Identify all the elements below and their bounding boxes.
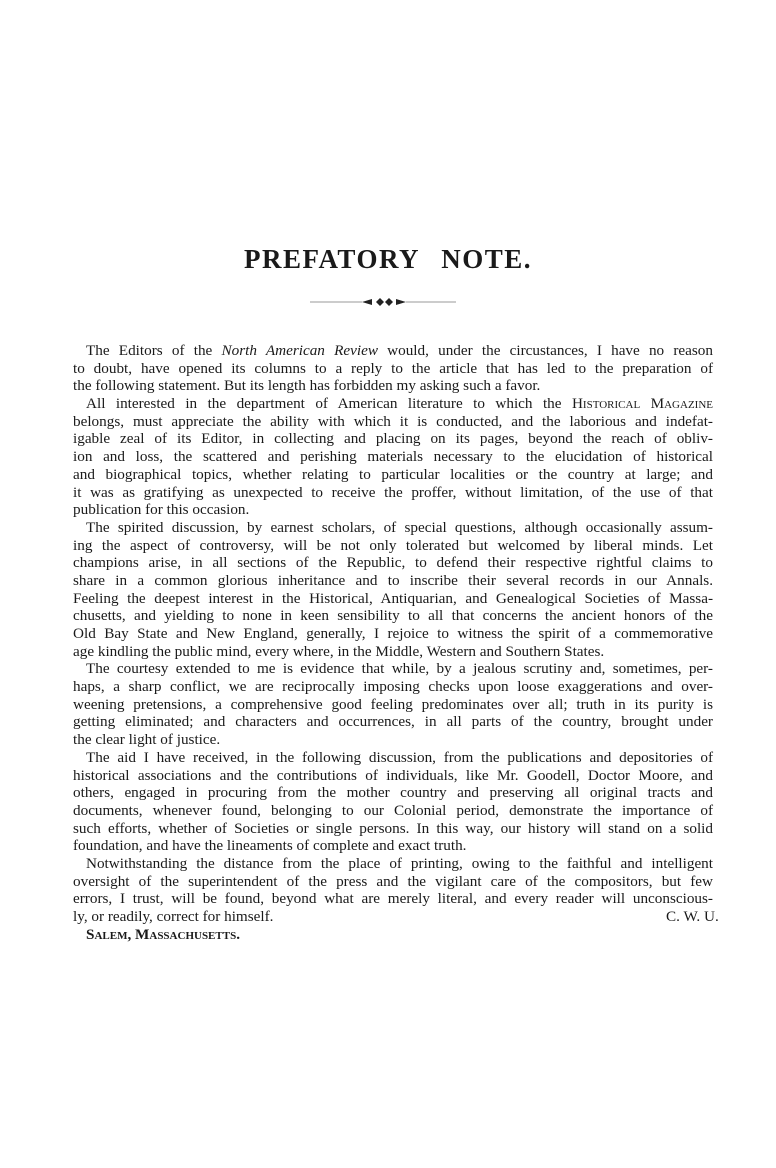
text-segment: The aid I have received, in the following discussion, from the publications and depositories of xyxy=(86,748,713,766)
text-segment: to doubt, have opened its columns to a reply to the article that has led to the preparation of xyxy=(73,359,713,377)
text-line xyxy=(73,607,713,625)
text-line xyxy=(73,377,713,395)
text-segment: would, under the circustances, I have no reason xyxy=(377,342,713,359)
text-line xyxy=(73,572,713,590)
text-segment: chusetts, and yielding to none in keen sensibility to all that concerns the ancient honors of the xyxy=(73,607,713,625)
text-line xyxy=(73,501,713,519)
ornament-divider-icon xyxy=(310,296,456,308)
text-line xyxy=(73,643,713,661)
italic-title: North American Review xyxy=(221,342,378,359)
text-segment: ly, or readily, correct for himself. xyxy=(73,908,274,925)
text-segment: it was as gratifying as unexpected to receive the proffer, without limitation, of the use of that xyxy=(73,483,713,501)
text-segment: Feeling the deepest interest in the Historical, Antiquarian, and Genealogical Societies of Massa- xyxy=(73,589,713,607)
text-segment: Notwithstanding the distance from the place of printing, owing to the faithful and intelligent xyxy=(86,854,713,872)
text-segment: such efforts, whether of Societies or single persons. In this way, our history will stand on a solid xyxy=(73,819,713,837)
text-line xyxy=(73,660,713,678)
text-line xyxy=(73,413,713,431)
text-line xyxy=(73,820,713,838)
text-line xyxy=(73,837,713,855)
text-segment: belongs, must appreciate the ability with which it is conducted, and the laborious and indefat- xyxy=(73,412,713,430)
text-segment: Old Bay State and New England, generally, I rejoice to witness the spirit of a commemorative xyxy=(73,625,713,642)
signature-initials: C. W. U. xyxy=(666,908,719,925)
text-line xyxy=(73,908,719,926)
text-line xyxy=(73,554,713,572)
text-line xyxy=(73,537,713,555)
prefatory-note-body xyxy=(73,342,719,943)
text-segment: weening pretensions, a comprehensive good feeling predominates over all; truth in its purity is xyxy=(73,695,713,713)
text-segment: historical associations and the contributions of individuals, like Mr. Goodell, Doctor Moore, and xyxy=(73,766,713,784)
text-segment: the clear light of justice. xyxy=(73,731,221,749)
text-segment: getting eliminated; and characters and occurrences, in all parts of the country, brought under xyxy=(73,713,713,731)
text-line xyxy=(73,855,713,873)
text-segment: documents, whenever found, belonging to our Colonial period, demonstrate the importance of xyxy=(73,801,713,819)
text-line xyxy=(73,802,713,820)
text-segment: The spirited discussion, by earnest scholars, of special questions, although occasionally assum- xyxy=(86,518,713,536)
text-line xyxy=(73,519,713,537)
text-line xyxy=(73,873,713,891)
text-line xyxy=(73,678,713,696)
text-segment: oversight of the superintendent of the press and the vigilant care of the compositors, but few xyxy=(73,872,713,890)
text-segment: The Editors of the xyxy=(86,342,222,359)
small-caps-text: Historical Magazine xyxy=(571,395,713,413)
text-segment: errors, I trust, will be found, beyond what are merely literal, and every reader will unconscious- xyxy=(73,890,713,908)
text-line xyxy=(73,360,713,378)
text-segment: and biographical topics, whether relating to particular localities or the country at large; and xyxy=(73,465,713,483)
text-line xyxy=(73,430,713,448)
text-segment: ion and loss, the scattered and perishing materials necessary to the elucidation of historical xyxy=(73,448,713,466)
text-segment: the following statement. But its length has forbidden my asking such a favor. xyxy=(73,377,541,395)
text-line xyxy=(73,713,713,731)
text-line xyxy=(73,625,713,643)
text-line xyxy=(73,890,713,908)
text-line xyxy=(73,696,713,714)
text-line xyxy=(73,784,713,802)
text-segment: others, engaged in procuring from the mother country and preserving all original tracts and xyxy=(73,784,713,802)
text-segment: All interested in the department of American literature to which the xyxy=(86,395,572,413)
text-segment: age kindling the public mind, every where, in the Middle, Western and Southern States. xyxy=(73,642,605,660)
text-line xyxy=(73,466,713,484)
text-line xyxy=(73,590,713,608)
text-segment: share in a common glorious inheritance and to inscribe their several records in our Annals. xyxy=(73,571,713,589)
text-line xyxy=(73,484,713,502)
text-segment: The courtesy extended to me is evidence that while, by a jealous scrutiny and, sometimes, per- xyxy=(86,660,713,678)
text-line xyxy=(73,767,713,785)
text-line xyxy=(73,749,713,767)
text-segment: ing the aspect of controversy, will be not only tolerated but welcomed by liberal minds. Let xyxy=(73,536,713,554)
text-segment: foundation, and have the lineaments of complete and exact truth. xyxy=(73,837,467,855)
text-line xyxy=(73,448,713,466)
text-segment: publication for this occasion. xyxy=(73,501,250,519)
text-line xyxy=(73,731,713,749)
text-segment: haps, a sharp conflict, we are reciprocally imposing checks upon loose exaggerations and over- xyxy=(73,678,713,696)
text-segment: igable zeal of its Editor, in collecting and placing on its pages, beyond the reach of obliv- xyxy=(73,430,713,448)
text-segment: champions arise, in all sections of the Republic, to defend their respective rightful claims to xyxy=(73,554,713,572)
text-line xyxy=(73,342,713,360)
place-line: Salem, Massachusetts. xyxy=(86,925,240,943)
text-line xyxy=(73,395,713,413)
page-title: PREFATORY NOTE. xyxy=(243,244,533,274)
